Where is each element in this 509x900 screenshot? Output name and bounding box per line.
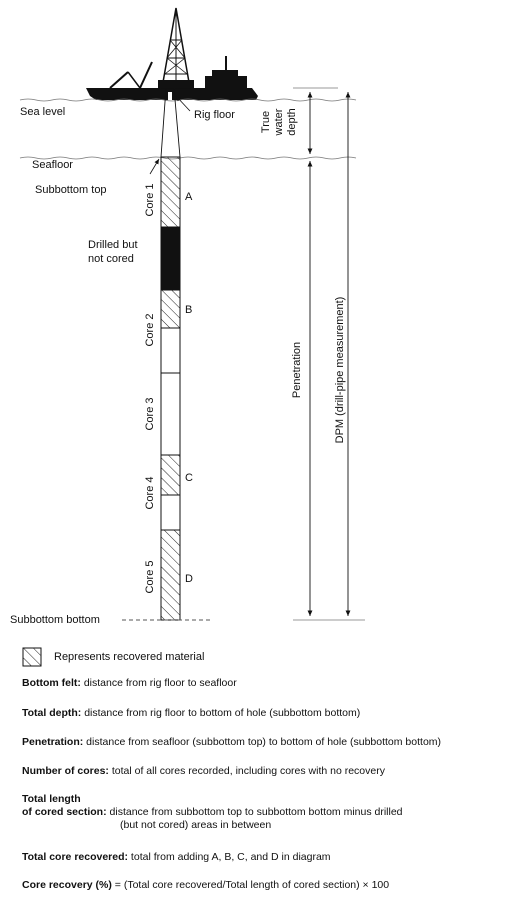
def-term: Total length — [22, 793, 81, 805]
def-text: (but not cored) areas in between — [120, 819, 272, 831]
def-term: Number of cores: — [22, 765, 109, 777]
core-3-label: Core 3 — [144, 397, 156, 431]
true-water-depth-label-1: True — [260, 110, 272, 134]
def-text: distance from rig floor to bottom of hole (subbottom bottom) — [81, 707, 361, 719]
recovered-b-label: B — [185, 304, 193, 316]
def-total-depth — [22, 707, 507, 720]
borehole-column — [161, 157, 180, 620]
legend — [22, 646, 204, 668]
def-term: of cored section: — [22, 806, 107, 818]
drilled-not-cored-label-1: Drilled but — [88, 239, 138, 251]
drillship-icon — [86, 8, 258, 100]
def-core-recovery — [22, 879, 507, 892]
def-term: Penetration: — [22, 736, 84, 748]
def-total-core-recovered — [22, 851, 507, 864]
def-text: distance from subbottom top to subbottom bottom minus drilled — [106, 806, 403, 818]
recovered-a-label: A — [185, 191, 193, 203]
def-text: total of all cores recorded, including cores with no recovery — [108, 765, 385, 777]
penetration-label: Penetration — [291, 341, 303, 399]
true-water-depth-label-3: depth — [286, 108, 298, 136]
recovered-c-label: C — [185, 472, 193, 484]
sea-level-label: Sea level — [20, 106, 66, 118]
true-water-depth-label-2: water — [273, 108, 285, 136]
core-2-label: Core 2 — [144, 313, 156, 347]
legend-text: Represents recovered material — [54, 651, 205, 663]
def-text: distance from seafloor (subbottom top) to bottom of hole (subbottom bottom) — [83, 736, 442, 748]
def-text: distance from rig floor to seafloor — [80, 677, 237, 689]
dpm-label: DPM (drill-pipe measurement) — [334, 296, 346, 444]
hatch-swatch-icon — [22, 647, 42, 667]
core-5-label: Core 5 — [144, 560, 156, 594]
def-text: = (Total core recovered/Total length of cored section) × 100 — [111, 879, 390, 891]
core-4-label: Core 4 — [144, 476, 156, 510]
rig-floor-label: Rig floor — [194, 109, 235, 121]
subbottom-bottom-label: Subbottom bottom — [10, 614, 100, 626]
def-bottom-felt — [22, 677, 507, 690]
def-number-of-cores — [22, 765, 507, 778]
def-term: Bottom felt: — [22, 677, 81, 689]
recovered-d-label: D — [185, 573, 193, 585]
def-penetration — [22, 736, 507, 749]
def-text: total from adding A, B, C, and D in diagram — [128, 851, 331, 863]
core-1-label: Core 1 — [144, 183, 156, 217]
def-term: Total depth: — [22, 707, 82, 719]
subbottom-top-label: Subbottom top — [35, 184, 107, 196]
def-term: Core recovery (%) — [22, 879, 112, 891]
def-term: Total core recovered: — [22, 851, 129, 863]
drilled-not-cored-label-2: not cored — [88, 253, 134, 265]
def-total-length — [22, 793, 507, 832]
seafloor-label: Seafloor — [32, 159, 73, 171]
